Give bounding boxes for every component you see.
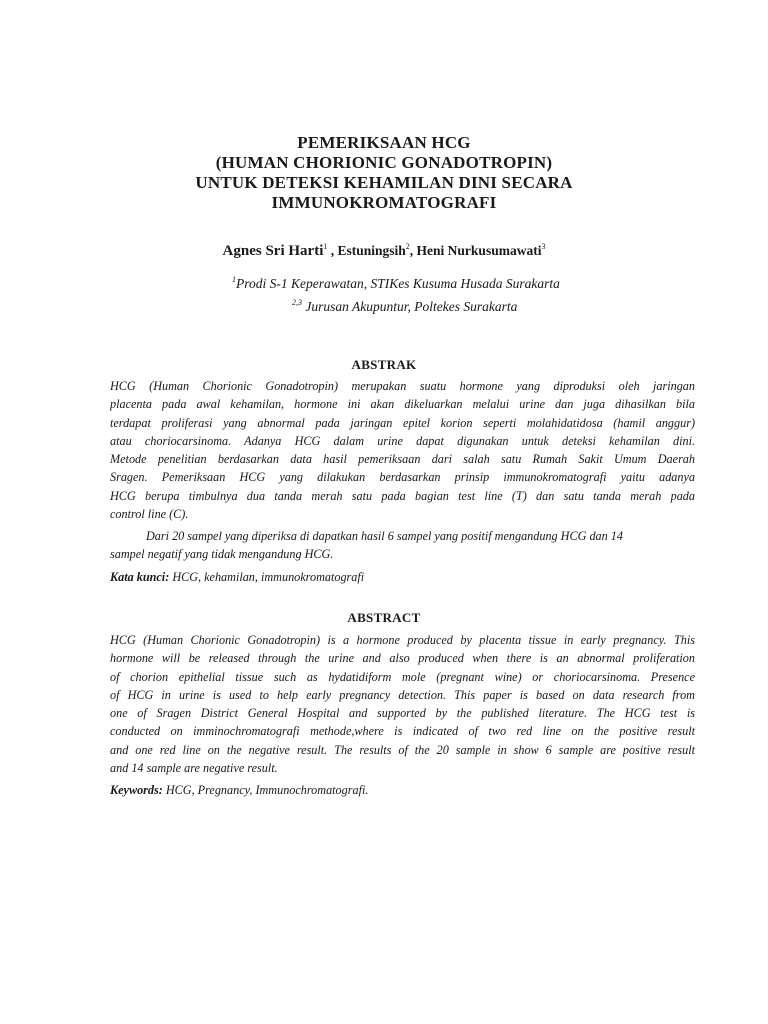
text-line: of HCG in urine is used to help early pregnancy detection. This paper is based on data research from	[110, 687, 695, 702]
author-1: Agnes Sri Harti	[222, 243, 324, 259]
text-line: sampel negatif yang tidak mengandung HCG.	[110, 547, 334, 562]
author-3-marker: 3	[541, 242, 546, 251]
author-2-marker: 2	[405, 242, 410, 251]
affiliation-2-marker: 2,3	[292, 298, 302, 307]
author-2: , Estuningsih	[327, 243, 406, 258]
keywords-text: HCG, kehamilan, immunokromatografi	[169, 570, 365, 584]
text-line: Sragen. Pemeriksaan HCG yang dilakukan berdasarkan prinsip immunokromatografi yaitu adanya	[110, 470, 695, 485]
text-line: terdapat proliferasi yang abnormal pada jaringan epitel korion seperti molahidatidosa (hamil anggur)	[110, 415, 695, 430]
text-line: HCG berupa timbulnya dua tanda merah satu pada bagian test line (T) dan satu tanda merah pada	[110, 488, 695, 503]
abstrak-paragraph-1	[110, 377, 695, 523]
title-line-3: UNTUK DETEKSI KEHAMILAN DINI SECARA	[195, 173, 573, 192]
text-line: HCG (Human Chorionic Gonadotropin) is a hormone produced by placenta tissue in early pregnancy. This	[110, 633, 695, 647]
keywords-label: Kata kunci:	[110, 570, 170, 584]
title-line-4: IMMUNOKROMATOGRAFI	[271, 193, 497, 212]
abstract-keywords	[110, 781, 695, 799]
text-line: and 14 sample are negative result.	[110, 761, 278, 776]
abstrak-keywords	[110, 568, 695, 586]
text-line: Dari 20 sampel yang diperiksa di dapatkan hasil 6 sampel yang positif mengandung HCG dan 14	[146, 529, 623, 543]
affiliation-1-marker: 1	[232, 275, 236, 284]
affiliation-1-text: Prodi S-1 Keperawatan, STIKes Kusuma Husada Surakarta	[236, 276, 560, 291]
author-3: , Heni Nurkusumawati	[409, 243, 542, 258]
title-line-1: PEMERIKSAAN HCG	[297, 133, 471, 152]
author-list	[100, 238, 668, 260]
text-line: hormone will be released through the urine and also produced when there is an abnormal proliferation	[110, 651, 695, 666]
affiliation-2-text: Jurusan Akupuntur, Poltekes Surakarta	[302, 299, 518, 314]
text-line: conducted on imminochromatografi methode,where is indicated of two red line on the positive result	[110, 724, 695, 739]
text-line: one of Sragen District General Hospital and supported by the published literature. The HCG test is	[110, 706, 695, 721]
affiliation-1	[232, 271, 560, 293]
keywords-label: Keywords:	[110, 783, 163, 797]
keywords-text: HCG, Pregnancy, Immunochromatografi.	[162, 783, 369, 797]
author-1-marker: 1	[323, 242, 328, 251]
text-line: of chorion epithelial tissue such as hydatidiform mole (pregnant wine) or choriocarsinoma. Presence	[110, 669, 695, 684]
text-line: placenta pada awal kehamilan, hormone ini akan dikeluarkan melalui urine dan juga dihasilkan bila	[110, 397, 695, 412]
paper-title	[100, 133, 668, 213]
text-line: HCG (Human Chorionic Gonadotropin) merupakan suatu hormone yang diproduksi oleh jaringan	[110, 379, 695, 393]
title-line-2: (HUMAN CHORIONIC GONADOTROPIN)	[215, 153, 553, 172]
text-line: control line (C).	[110, 507, 189, 522]
abstrak-paragraph-2	[110, 527, 695, 564]
abstract-paragraph-1	[110, 631, 695, 777]
abstrak-heading: ABSTRAK	[351, 357, 417, 372]
text-line: and one red line on the negative result. The results of the 20 sample in show 6 sample are positive result	[110, 742, 695, 757]
affiliation-2	[292, 294, 517, 316]
text-line: Metode penelitian berdasarkan data hasil pemeriksaan dari salah satu Rumah Sakit Umum Daerah	[110, 452, 695, 467]
text-line: atau choriocarsinoma. Adanya HCG dalam urine dapat digunakan untuk deteksi kehamilan dini.	[110, 433, 695, 448]
abstract-heading: ABSTRACT	[347, 610, 421, 625]
